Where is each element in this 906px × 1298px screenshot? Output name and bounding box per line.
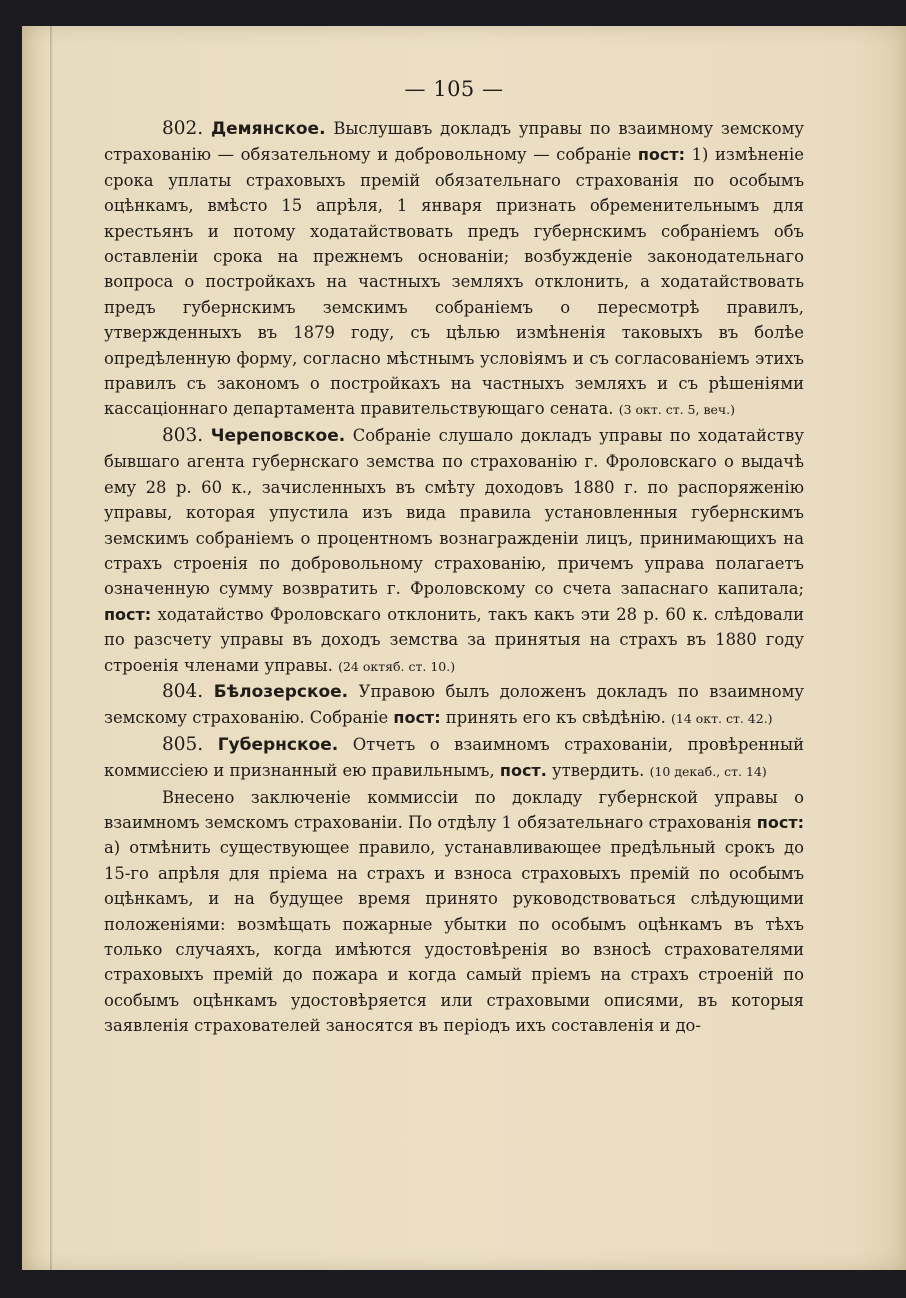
session-reference: (24 октяб. ст. 10.) — [338, 658, 456, 674]
resolution-marker: пост: — [756, 812, 804, 832]
resolution-marker: пост: — [637, 145, 686, 165]
page-number: — 105 — — [404, 77, 504, 101]
resolution-marker: пост: — [393, 708, 441, 728]
entry-text: Выслушавъ докладъ управы по взаимному земскому страхованію — обязательному и добровольному — собраніе — [104, 119, 804, 165]
entry-text-resolution: утвердить. — [546, 761, 650, 781]
entry-804 — [104, 679, 804, 732]
entry-text: Управою былъ доложенъ докладъ по взаимному земскому страхованію. Собраніе — [104, 681, 804, 728]
session-reference: (3 окт. ст. 5, веч.) — [618, 402, 736, 418]
paragraph-text-resolution: а) отмѣнить существующее правило, устанавливающее предѣльный срокъ до 15-го апрѣля для пріема на страхъ и взноса страховыхъ премій по особымъ оцѣнкамъ, и на будущее время принято руководствоваться слѣдующими положеніями: возмѣщать пожарные убытки по особымъ оцѣнкамъ въ тѣхъ только случаяхъ, когда имѣются удостовѣренія во взносѣ страхователями страховыхъ премій до пожара и когда самый пріемъ на страхъ строеній по особымъ оцѣнкамъ удостовѣряется или страховыми описями, въ которыя заявленія страхователей заносятся въ періодъ ихъ составленія и до- — [104, 838, 804, 1036]
entry-title: Губернское. — [217, 734, 339, 755]
entry-text: Собраніе слушало докладъ управы по ходатайству бывшаго агента губернскаго земства по страхованію г. Фроловскаго о выдачѣ ему 28 р. 60 к., зачисленныхъ въ смѣту доходовъ 1880 г. по распоряженію управы, которая упустила изъ вида правила установленныя губернскимъ земскимъ собраніемъ о процентномъ вознагражденіи лицъ, принимающихъ на страхъ строенія по добровольному страхованію, причемъ управа полагаетъ означенную сумму возвратить г. Фроловскому со счета запаснаго капитала; — [104, 425, 804, 599]
page-text — [104, 74, 804, 1039]
resolution-marker: пост. — [499, 761, 547, 781]
entry-802 — [104, 116, 804, 423]
entry-text: Отчетъ о взаимномъ страхованіи, провѣренный коммиссіею и признанный ею правильнымъ, — [104, 734, 804, 781]
entry-number: 804. — [162, 680, 204, 702]
entry-number: 805. — [162, 733, 204, 755]
entry-text-resolution: принять его къ свѣдѣнію. — [440, 708, 671, 728]
entry-title: Демянское. — [211, 119, 326, 139]
entry-805 — [104, 732, 804, 785]
session-reference: (10 декаб., ст. 14) — [649, 764, 767, 780]
continuation-paragraph — [104, 785, 804, 1039]
book-page — [22, 26, 906, 1270]
entry-number: 803. — [162, 424, 204, 446]
entry-number: 802. — [162, 118, 204, 139]
entry-text-resolution: ходатайство Фроловскаго отклонить, такъ какъ эти 28 р. 60 к. слѣдовали по разсчету управы въ доходъ земства за принятыя на страхъ въ 1880 году строенія членами управы. — [104, 604, 804, 675]
entry-title: Череповское. — [210, 425, 346, 446]
resolution-marker: пост: — [104, 604, 152, 624]
session-reference: (14 окт. ст. 42.) — [670, 711, 773, 727]
entry-803 — [104, 423, 804, 679]
page-fold-shadow — [50, 26, 53, 1270]
paragraph-text: Внесено заключеніе коммиссіи по докладу губернской управы о взаимномъ земскомъ страхованіи. По отдѣлу 1 обязательнаго страхованія — [104, 787, 804, 832]
entry-title: Бѣлозерское. — [213, 681, 349, 702]
entry-text-resolution: 1) измѣненіе срока уплаты страховыхъ премій обязательнаго страхованія по особымъ оцѣнкамъ, вмѣсто 15 апрѣля, 1 января признать обременительнымъ для крестьянъ и потому ходатайствовать предъ губернскимъ собраніемъ объ оставленіи срока на прежнемъ основаніи; возбужденіе законодательнаго вопроса о постройкахъ на частныхъ земляхъ отклонить, а ходатайствовать предъ губернскимъ земскимъ собраніемъ о пересмотрѣ правилъ, утвержденныхъ въ 1879 году, съ цѣлью измѣненія таковыхъ въ болѣе опредѣленную форму, согласно мѣстнымъ условіямъ и съ согласованіемъ этихъ правилъ съ закономъ о постройкахъ на частныхъ земляхъ и съ рѣшеніями кассаціоннаго департамента правительствующаго сената. — [104, 145, 805, 419]
